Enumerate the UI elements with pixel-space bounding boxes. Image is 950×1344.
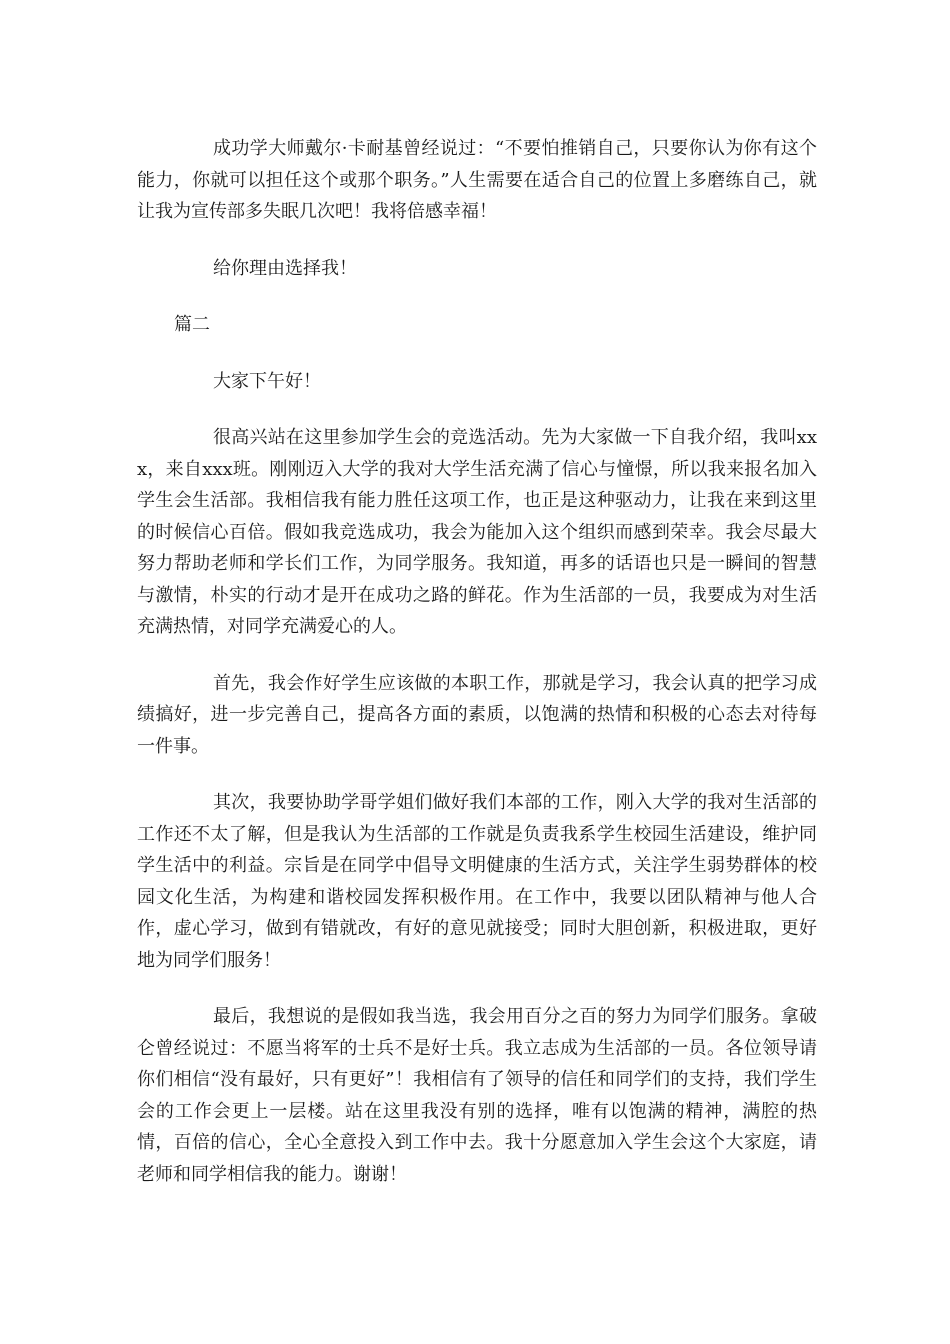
paragraph: 首先，我会作好学生应该做的本职工作，那就是学习，我会认真的把学习成绩搞好，进一步完善自己，提高各方面的素质，以饱满的热情和积极的心态去对待每一件事。 <box>137 672 817 757</box>
paragraph: 成功学大师戴尔·卡耐基曾经说过：“不要怕推销自己，只要你认为你有这个能力，你就可以担任这个或那个职务。”人生需要在适合自己的位置上多磨练自己，就让我为宣传部多失眠几次吧！我将倍感幸福！ <box>137 138 817 222</box>
paragraph: 给你理由选择我！ <box>213 257 357 279</box>
document-body <box>137 133 817 1215</box>
section-heading: 篇二 <box>174 314 210 335</box>
paragraph: 很高兴站在这里参加学生会的竞选活动。先为大家做一下自我介绍，我叫xxx，来自xxx班。刚刚迈入大学的我对大学生活充满了信心与憧憬，所以我来报名加入学生会生活部。我相信我有能力胜任这项工作，也正是这种驱动力，让我在来到这里的时候信心百倍。假如我竞选成功，我会为能加入这个组织而感到荣幸。我会尽最大努力帮助老师和学长们工作，为同学服务。我知道，再多的话语也只是一瞬间的智慧与激情，朴实的行动才是开在成功之路的鲜花。作为生活部的一员，我要成为对生活充满热情，对同学充满爱心的人。 <box>137 427 817 637</box>
paragraph: 其次，我要协助学哥学姐们做好我们本部的工作，刚入大学的我对生活部的工作还不太了解，但是我认为生活部的工作就是负责我系学生校园生活建设，维护同学生活中的利益。宗旨是在同学中倡导文明健康的生活方式，关注学生弱势群体的校园文化生活，为构建和谐校园发挥积极作用。在工作中，我要以团队精神与他人合作，虚心学习，做到有错就改，有好的意见就接受；同时大胆创新，积极进取，更好地为同学们服务！ <box>137 792 817 971</box>
paragraph: 最后，我想说的是假如我当选，我会用百分之百的努力为同学们服务。拿破仑曾经说过：不愿当将军的士兵不是好士兵。我立志成为生活部的一员。各位领导请你们相信“没有最好，只有更好”！我相信有了领导的信任和同学们的支持，我们学生会的工作会更上一层楼。站在这里我没有别的选择，唯有以饱满的精神，满腔的热情，百倍的信心，全心全意投入到工作中去。我十分愿意加入学生会这个大家庭，请老师和同学相信我的能力。谢谢！ <box>137 1006 817 1185</box>
greeting: 大家下午好！ <box>213 370 321 392</box>
